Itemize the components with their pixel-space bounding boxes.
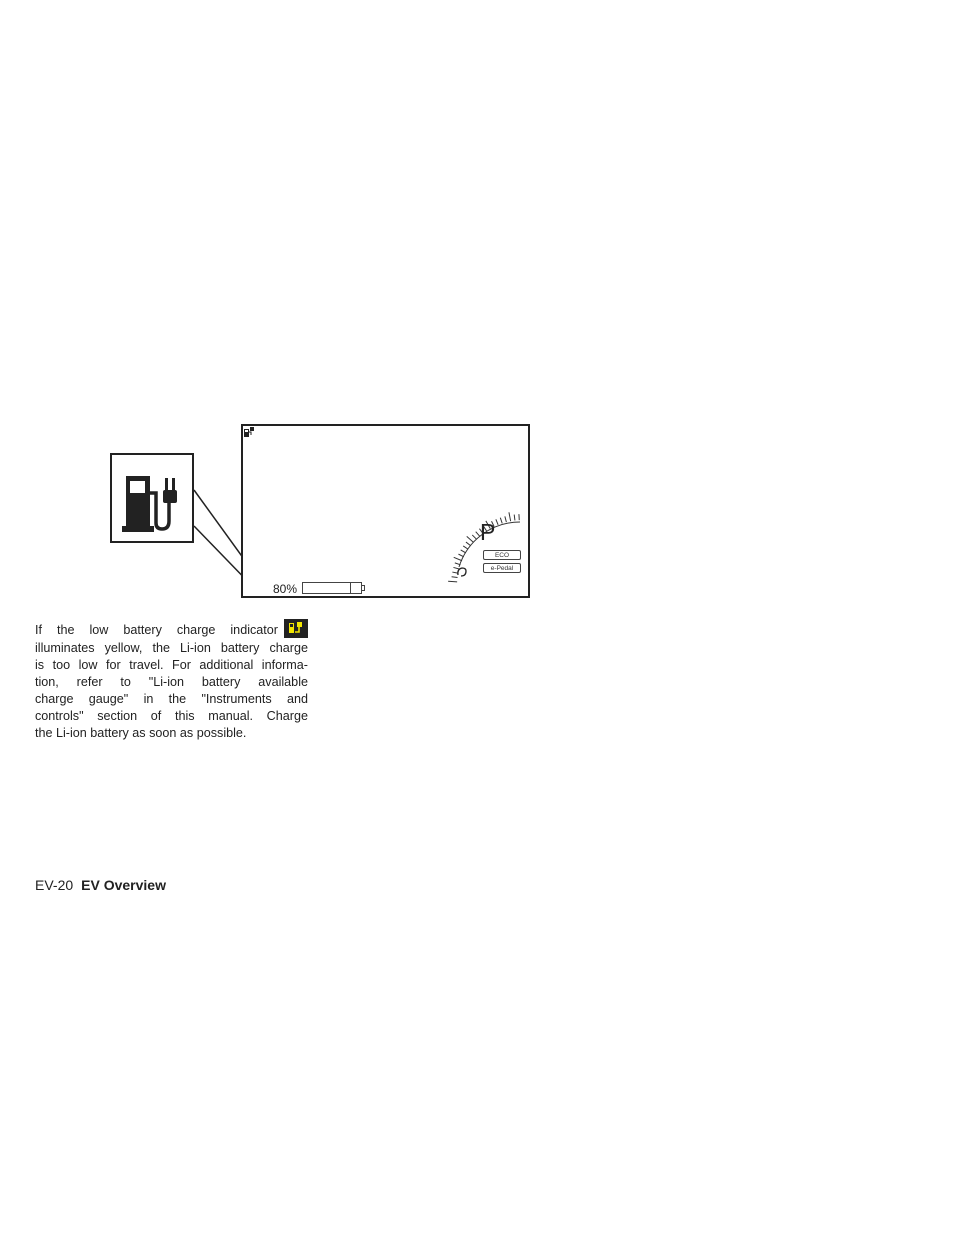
gauge-tick [500, 518, 502, 524]
eco-mode-indicator: ECO [483, 550, 521, 560]
cluster-display [241, 424, 530, 598]
gauge-tick [514, 515, 515, 521]
body-line: charge gauge" in the "Instruments and [35, 692, 308, 706]
low-battery-charge-indicator-icon [284, 619, 308, 638]
gauge-tick [509, 512, 511, 521]
body-line: If the low battery charge indicator [35, 621, 308, 640]
gauge-tick [467, 536, 474, 542]
body-line: the Li-ion battery as soon as possible. [35, 726, 247, 740]
battery-percentage: 80% [273, 582, 298, 596]
regen-icon [455, 565, 469, 579]
page-footer [35, 877, 166, 893]
battery-level-mark [350, 582, 351, 594]
gauge-tick [454, 557, 462, 560]
e-pedal-indicator: e-Pedal [483, 563, 521, 573]
body-line: illuminates yellow, the Li-ion battery charge [35, 641, 308, 655]
low-battery-charge-indicator-icon [243, 426, 255, 437]
charging-station-icon [112, 455, 196, 545]
gauge-tick [472, 535, 476, 539]
battery-terminal [362, 585, 365, 591]
power-meter-gauge [243, 426, 532, 600]
battery-icon [302, 582, 362, 594]
section-title: EV Overview [81, 877, 166, 893]
indicator-zoom-callout [110, 453, 194, 543]
gear-position: P [480, 519, 496, 545]
body-line: tion, refer to "Li-ion battery available [35, 675, 308, 689]
gauge-tick [466, 542, 471, 546]
body-line: is too low for travel. For additional informa- [35, 658, 308, 672]
gauge-tick [496, 519, 498, 525]
body-paragraph [35, 621, 308, 742]
gauge-tick [505, 516, 507, 522]
page-number: EV-20 [35, 877, 74, 893]
gauge-tick [448, 581, 457, 582]
body-line: controls" section of this manual. Charge [35, 709, 308, 723]
